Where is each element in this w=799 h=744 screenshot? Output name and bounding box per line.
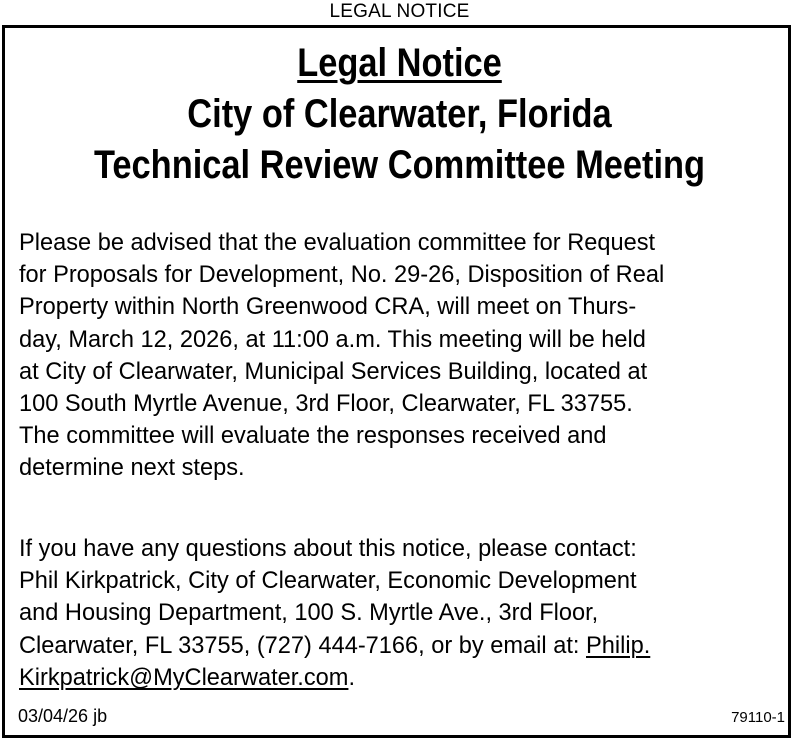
contact-text: Clearwater, FL 33755, (727) 444-7166, or by email at: bbox=[19, 632, 586, 659]
section-header: LEGAL NOTICE bbox=[329, 1, 470, 22]
paragraph-line: Property within North Greenwood CRA, will meet on Thurs- bbox=[19, 294, 637, 321]
paragraph-line: determine next steps. bbox=[19, 455, 245, 482]
paragraph-line: Phil Kirkpatrick, City of Clearwater, Economic Development bbox=[19, 568, 637, 595]
footer-date-code: 03/04/26 jb bbox=[18, 706, 108, 726]
paragraph-line: The committee will evaluate the responses received and bbox=[19, 423, 607, 450]
title-city: City of Clearwater, Florida bbox=[187, 92, 612, 136]
email-trailing-period: . bbox=[348, 664, 355, 691]
email-link-part-2[interactable]: Kirkpatrick@MyClearwater.com bbox=[19, 664, 349, 691]
notice-title bbox=[56, 38, 743, 191]
paragraph-line: 100 South Myrtle Avenue, 3rd Floor, Clearwater, FL 33755. bbox=[19, 391, 633, 418]
paragraph-line: and Housing Department, 100 S. Myrtle Ave., 3rd Floor, bbox=[19, 600, 599, 627]
title-legal-notice: Legal Notice bbox=[297, 41, 502, 85]
notice-paragraph-1 bbox=[19, 227, 789, 485]
paragraph-line bbox=[19, 662, 789, 694]
paragraph-line: for Proposals for Development, No. 29-26, Disposition of Real bbox=[19, 262, 665, 289]
paragraph-line: If you have any questions about this notice, please contact: bbox=[19, 536, 637, 562]
paragraph-line: at City of Clearwater, Municipal Services Building, located at bbox=[19, 358, 648, 385]
notice-paragraph-2 bbox=[19, 533, 789, 694]
paragraph-line: Please be advised that the evaluation committee for Request bbox=[19, 230, 656, 256]
email-link-part-1[interactable]: Philip. bbox=[586, 632, 651, 659]
paragraph-line: day, March 12, 2026, at 11:00 a.m. This meeting will be held bbox=[19, 326, 646, 353]
title-meeting: Technical Review Committee Meeting bbox=[93, 143, 706, 187]
paragraph-line bbox=[19, 630, 789, 662]
footer-ad-number: 79110-1 bbox=[731, 709, 785, 726]
